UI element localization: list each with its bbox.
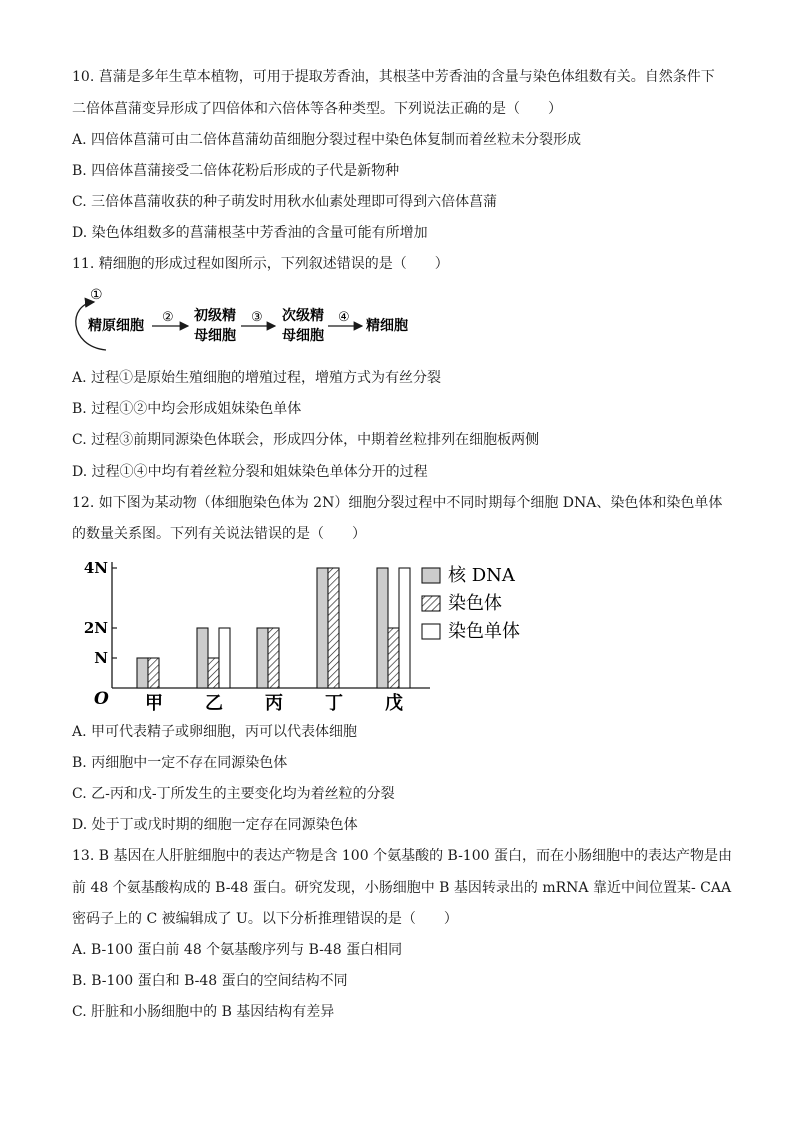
q10-stem-line2: 二倍体菖蒲变异形成了四倍体和六倍体等各种类型。下列说法正确的是（ ）	[72, 101, 562, 117]
q12-option-d: D. 处于丁或戊时期的细胞一定存在同源染色体	[72, 817, 358, 833]
legend-swatch	[422, 568, 440, 583]
legend-label: 染色体	[448, 593, 502, 614]
q11-option-c: C. 过程③前期同源染色体联会，形成四分体，中期着丝粒排列在细胞板两侧	[72, 432, 540, 448]
q13-stem-line1: 13. B 基因在人肝脏细胞中的表达产物是含 100 个氨基酸的 B-100 蛋白，而在小肠细胞中的表达产物是由	[72, 848, 732, 864]
q10-stem-line1: 10. 菖蒲是多年生草本植物，可用于提取芳香油，其根茎中芳香油的含量与染色体组数有关。自然条件下	[72, 69, 715, 85]
q10-option-a: A. 四倍体菖蒲可由二倍体菖蒲幼苗细胞分裂过程中染色体复制而着丝粒未分裂形成	[72, 132, 582, 148]
q11-option-a: A. 过程①是原始生殖细胞的增殖过程，增殖方式为有丝分裂	[72, 370, 442, 386]
q10-option-c: C. 三倍体菖蒲收获的种子萌发时用秋水仙素处理即可得到六倍体菖蒲	[72, 194, 498, 210]
legend-swatch	[422, 624, 440, 639]
q12-option-b: B. 丙细胞中一定不存在同源染色体	[72, 755, 288, 771]
bar-chromosome	[388, 628, 399, 688]
bar-dna	[197, 628, 208, 688]
q13-stem-line2: 前 48 个氨基酸构成的 B-48 蛋白。研究发现，小肠细胞中 B 基因转录出的 mRNA 靠近中间位置某- CAA	[72, 880, 732, 896]
x-tick-label: 丁	[325, 693, 343, 714]
q10-option-b: B. 四倍体菖蒲接受二倍体花粉后形成的子代是新物种	[72, 163, 400, 179]
legend-label: 染色单体	[448, 621, 520, 642]
q13-option-b: B. B-100 蛋白和 B-48 蛋白的空间结构不同	[72, 973, 348, 989]
bar-chromosome	[328, 568, 339, 688]
y-tick-label: N	[94, 649, 108, 667]
node-primary-spermatocyte-1: 初级精	[194, 308, 236, 324]
node-spermatogonium: 精原细胞	[88, 318, 144, 334]
q12-option-a: A. 甲可代表精子或卵细胞，丙可以代表体细胞	[72, 724, 358, 740]
node-secondary-spermatocyte-1: 次级精	[282, 308, 324, 324]
arrow-3-label: ③	[251, 310, 263, 325]
x-tick-label: 乙	[205, 693, 223, 714]
q12-option-c: C. 乙-丙和戊-丁所发生的主要变化均为着丝粒的分裂	[72, 786, 395, 802]
bar-chromatid	[219, 628, 230, 688]
x-tick-label: 戊	[385, 693, 403, 714]
bar-chromosome	[268, 628, 279, 688]
bar-chromosome	[208, 658, 219, 688]
q12-stem-line1: 12. 如下图为某动物（体细胞染色体为 2N）细胞分裂过程中不同时期每个细胞 DNA、染色体和染色单体	[72, 495, 723, 511]
legend-swatch	[422, 596, 440, 611]
bar-chromatid	[399, 568, 410, 688]
q13-stem-line3: 密码子上的 C 被编辑成了 U。以下分析推理错误的是（ ）	[72, 911, 458, 927]
spermatogenesis-flow-diagram	[66, 284, 426, 356]
y-tick-label: 4N	[83, 559, 108, 577]
x-tick-label: 甲	[145, 693, 163, 714]
node-primary-spermatocyte-2: 母细胞	[194, 328, 236, 344]
chromosome-dna-bar-chart	[82, 550, 562, 718]
bar-dna	[257, 628, 268, 688]
origin-label: O	[94, 689, 109, 709]
bar-chromosome	[148, 658, 159, 688]
loop-label: ①	[90, 287, 103, 303]
bar-dna	[377, 568, 388, 688]
q13-option-a: A. B-100 蛋白前 48 个氨基酸序列与 B-48 蛋白相同	[72, 942, 403, 958]
bar-dna	[317, 568, 328, 688]
q12-stem-line2: 的数量关系图。下列有关说法错误的是（ ）	[72, 526, 366, 542]
node-secondary-spermatocyte-2: 母细胞	[282, 328, 324, 344]
legend-label: 核 DNA	[448, 565, 515, 586]
arrow-2-label: ②	[162, 310, 174, 325]
q11-option-d: D. 过程①④中均有着丝粒分裂和姐妹染色单体分开的过程	[72, 464, 428, 480]
y-tick-label: 2N	[83, 619, 108, 637]
x-tick-label: 丙	[265, 693, 283, 714]
arrow-4-label: ④	[338, 310, 350, 325]
node-spermatid: 精细胞	[366, 318, 408, 334]
q11-stem: 11. 精细胞的形成过程如图所示，下列叙述错误的是（ ）	[72, 256, 449, 272]
q13-option-c: C. 肝脏和小肠细胞中的 B 基因结构有差异	[72, 1004, 335, 1020]
q10-option-d: D. 染色体组数多的菖蒲根茎中芳香油的含量可能有所增加	[72, 225, 428, 241]
q11-option-b: B. 过程①②中均会形成姐妹染色单体	[72, 401, 302, 417]
bar-dna	[137, 658, 148, 688]
